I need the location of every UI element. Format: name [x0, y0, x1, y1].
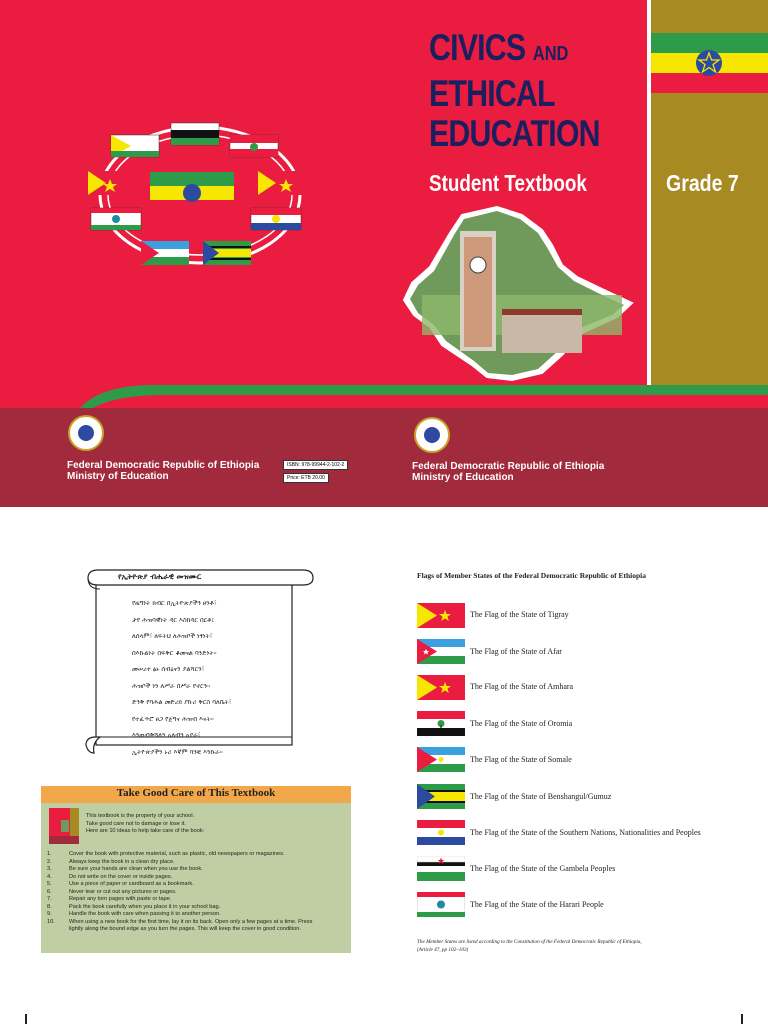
care-item [47, 874, 312, 882]
care-intro [86, 813, 204, 836]
care-item-text: Never tear or cut out any pictures or pages. [69, 888, 177, 895]
care-item [47, 859, 312, 867]
flag-label: The Flag of the State of Oromia [470, 719, 573, 728]
anthem-line: እንጠብቅሻለን አለብን አደራ፣ [132, 731, 201, 739]
flag-label: The Flag of the State of Amhara [470, 682, 574, 691]
anthem-lyrics [132, 595, 231, 760]
snnp-flag-icon [417, 820, 465, 845]
flags-footnote-line2: (Article 47, pp 102–103) [417, 947, 469, 953]
anthem-line: የዜግነት ክብር በኢትዮጵያችን ፀንቶ፣ [132, 599, 217, 607]
care-item-num: 8. [47, 903, 52, 910]
care-item [47, 911, 312, 919]
care-item-text: Do not write on the cover or inside pages. [69, 873, 173, 880]
care-item-num: 5. [47, 881, 52, 887]
care-item [47, 866, 312, 874]
flag-label: The Flag of the State of Somale [470, 755, 572, 764]
trim-mark [25, 1014, 27, 1024]
ethiopia-map-illustration [402, 205, 634, 385]
gambela-flag-icon [417, 856, 465, 881]
back-org-line2: Ministry of Education [67, 471, 169, 482]
care-item [47, 919, 312, 927]
anthem-line: ሕዝቦች ነን ለሥራ በሥራ የኖርን። [132, 681, 211, 690]
anthem-title: የኢትዮጵያ ብሔራዊ መዝሙር [118, 572, 202, 581]
ethiopian-flag-icon [651, 33, 768, 93]
cover-bottom-band [0, 408, 768, 507]
front-org-line1: Federal Democratic Republic of Ethiopia [412, 461, 605, 472]
care-item-text: Be sure your hands are clean when you use the book. [69, 866, 203, 872]
isbn-label: ISBN: 978-99944-2-102-2 [283, 460, 348, 470]
care-item-text: Handle the book with care when passing it to another person. [69, 911, 221, 917]
care-intro-line: This textbook is the property of your school. [86, 813, 195, 819]
title-and: AND [532, 43, 569, 65]
flag-label: The Flag of the State of Tigray [470, 610, 569, 619]
care-item-text: When using a new book for the first time, lay it on its back. Open only a few pages at a time. Press [69, 918, 313, 925]
anthem-line: ለሰላም፣ ለፍትህ ለሕዝቦች ነፃነት፣ [132, 632, 213, 640]
flag-label: The Flag of the State of the Gambela Peoples [470, 864, 616, 873]
care-intro-line: Here are 10 ideas to help take care of the book: [86, 828, 205, 834]
front-org-line2: Ministry of Education [412, 472, 514, 483]
care-item-text: Always keep the book in a clean dry place. [69, 858, 175, 865]
anthem-line: መሠረተ ፅኑ ሰብዕናን ያልሻርን፣ [132, 665, 205, 673]
cover-title [429, 28, 637, 154]
title-line1: CIVICS [429, 27, 526, 68]
amhara-flag-icon [417, 675, 465, 700]
care-item-continued [47, 926, 312, 934]
regional-flags-ring-illustration [85, 115, 315, 275]
cover-green-curve [0, 370, 768, 410]
oromia-flag-icon [417, 711, 465, 736]
care-item-num: 1. [47, 851, 52, 857]
price-label: Price: ETB 20.00 [283, 473, 329, 483]
care-item [47, 881, 312, 889]
textbook-thumbnail-icon [49, 808, 79, 844]
book-cover [0, 0, 768, 507]
benshangul-gumuz-flag-icon [417, 784, 465, 809]
cover-grade: Grade 7 [666, 170, 739, 196]
care-item [47, 889, 312, 897]
somale-flag-icon [417, 747, 465, 772]
care-list [47, 851, 312, 934]
title-line2: ETHICAL [429, 73, 555, 114]
care-intro-line: Take good care not to damage or lose it. [86, 820, 186, 827]
ministry-emblem-icon [414, 417, 450, 453]
care-item [47, 896, 312, 904]
anthem-line: ኢትዮጵያችን ኑሪ እኛም ባንቺ እንኩራ። [132, 747, 223, 756]
care-item-num: 6. [47, 888, 52, 895]
flag-label: The Flag of the State of the Southern Nations, Nationalities and Peoples [470, 828, 701, 837]
back-org-line1: Federal Democratic Republic of Ethiopia [67, 460, 260, 471]
anthem-line: የተፈጥሮ ፀጋ የጀግና ሕዝብ እናት። [132, 714, 214, 723]
flags-footnote-line1: The Member States are listed according to the Constitution of the Federal Democratic Republic of Ethiopia, [417, 939, 642, 945]
anthem-line: ድንቅ የባሕል መድረክ ያኩሪ ቅርስ ባለቤት፣ [132, 698, 232, 706]
afar-flag-icon [417, 639, 465, 664]
flag-label: The Flag of the State of Afar [470, 647, 562, 656]
care-item-text: Repair any torn pages with paste or tape. [69, 896, 172, 902]
care-item-num: 4. [47, 873, 52, 880]
care-item-text: lightly along the bound edge as you turn the pages. This will keep the cover in good condition. [69, 926, 301, 932]
trim-mark [741, 1014, 743, 1024]
care-item-text: Cover the book with protective material, such as plastic, old newspapers or magazines. [69, 851, 285, 857]
harari-flag-icon [417, 892, 465, 917]
care-item [47, 904, 312, 912]
care-item-num: 3. [47, 866, 52, 872]
care-item-num: 2. [47, 858, 52, 865]
care-item-text: Pack the book carefully when you place it in your school bag. [69, 903, 221, 910]
ministry-emblem-icon [68, 415, 104, 451]
cover-subtitle: Student Textbook [429, 170, 587, 196]
care-box-title: Take Good Care of This Textbook [116, 787, 276, 799]
care-item-num: 9. [47, 911, 52, 917]
care-item-text: Use a piece of paper or cardboard as a bookmark. [69, 881, 194, 887]
flag-label: The Flag of the State of Benshangul/Gumuz [470, 792, 612, 801]
anthem-line: ታየ ሕዝባዊነት ዳር እስከዳር በርቶ፤ [132, 615, 215, 624]
care-item-num: 10. [47, 918, 55, 925]
anthem-line: በእኩልነት በፍቅር ቆመናል ባንድነት። [132, 648, 217, 657]
flag-label: The Flag of the State of the Harari People [470, 900, 604, 909]
care-item-num: 7. [47, 896, 52, 902]
title-line3: EDUCATION [429, 113, 600, 154]
care-item [47, 851, 312, 859]
tigray-flag-icon [417, 603, 465, 628]
flags-heading: Flags of Member States of the Federal Democratic Republic of Ethiopia [417, 571, 646, 580]
